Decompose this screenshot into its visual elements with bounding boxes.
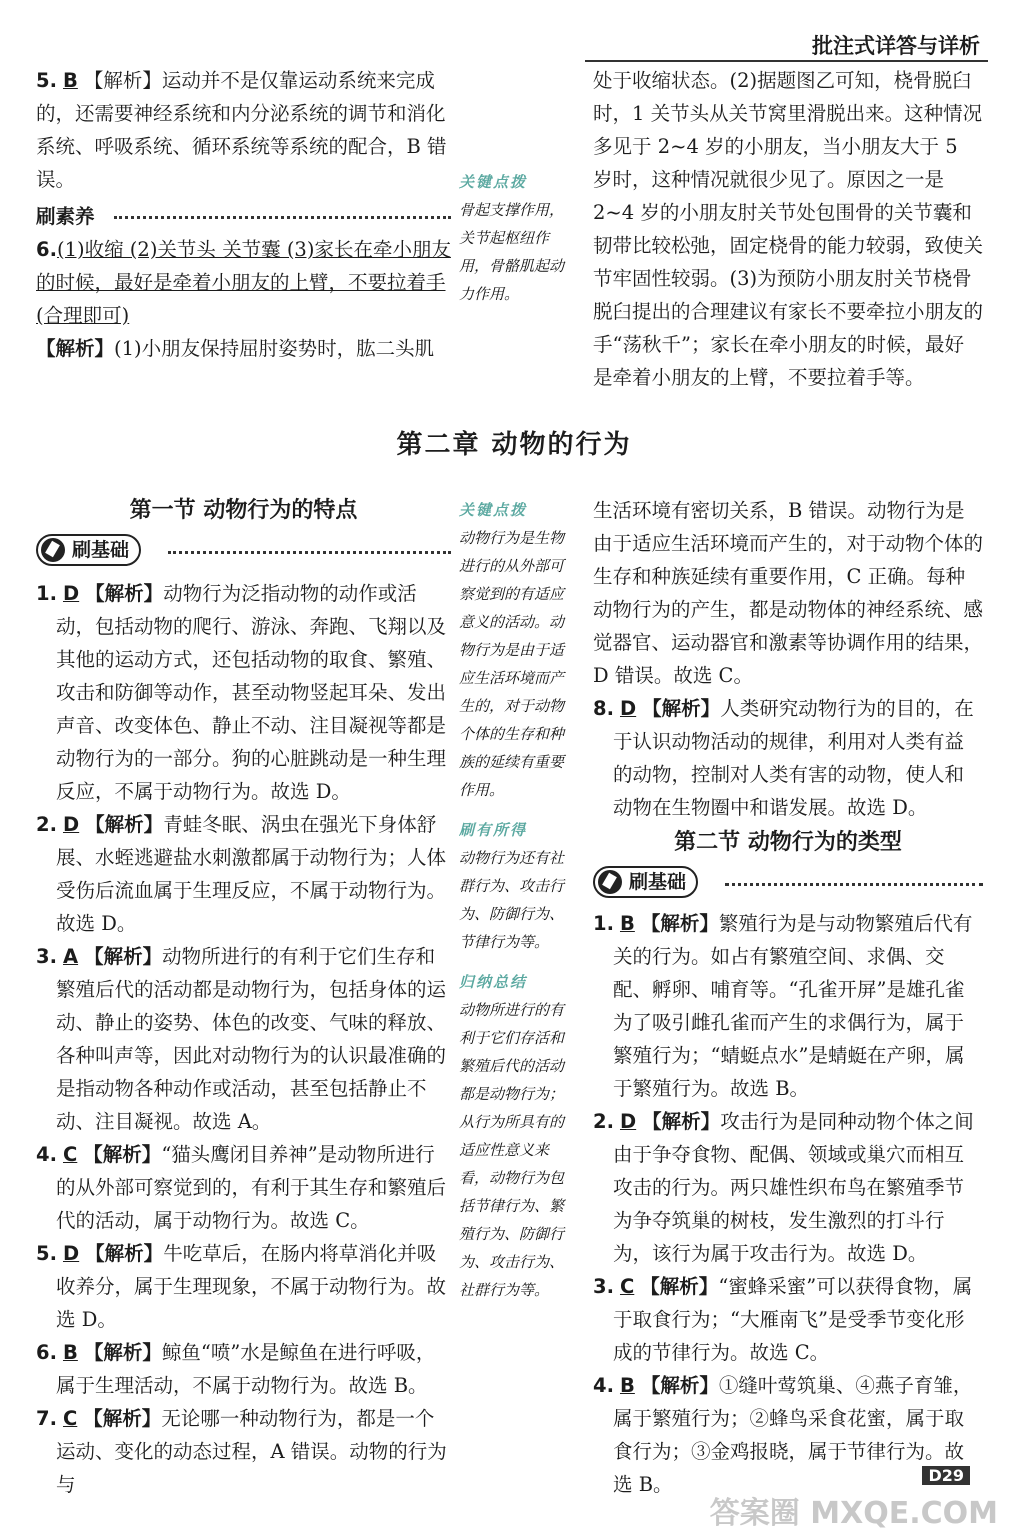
analysis-tag: 【解析】 [640, 912, 719, 935]
pen-icon [41, 538, 65, 562]
margin-note-title: 刷有所得 [459, 821, 528, 839]
jichu-badge [593, 866, 698, 898]
answer-letter: D [62, 582, 80, 605]
section-label-suyang [36, 200, 451, 233]
analysis-text: 无论哪一种动物行为，都是一个运动、变化的动态过程，A 错误。动物的行为与 [56, 1407, 447, 1496]
analysis-text: (1)小朋友保持屈肘姿势时，肱二头肌 [114, 337, 435, 360]
answer-item [36, 940, 451, 1138]
margin-note-text: 动物行为还有社群行为、攻击行为、防御行为、节律行为等。 [459, 849, 565, 951]
answer-item [593, 1105, 983, 1270]
analysis-tag: 【解析】 [85, 813, 164, 836]
section-title: 第一节 动物行为的特点 [129, 498, 358, 523]
item-number: 6. [36, 1341, 57, 1364]
margin-note [459, 968, 569, 1304]
margin-note-text: 动物所进行的有利于它们存活和繁殖后代的活动都是动物行为；从行为所具有的适应性意义来看，动物行为包括节律行为、繁殖行为、防御行为、攻击行为、社群行为等。 [459, 1001, 565, 1299]
badge-row [36, 533, 451, 573]
item-number: 2. [593, 1110, 614, 1133]
suyang-label: 刷素养 [36, 205, 95, 228]
answer-text: (1)收缩 (2)关节头 关节囊 (3)家长在牵小朋友的时候，最好是牵着小朋友的上臂，不要拉着手(合理即可) [36, 238, 451, 327]
answer-letter: B [619, 1374, 635, 1397]
margin-note-text: 骨起支撑作用，关节起枢纽作用，骨骼肌起动力作用。 [459, 201, 565, 303]
answer-item [36, 808, 451, 940]
margin-note [459, 816, 569, 956]
item-number: 4. [36, 1143, 57, 1166]
analysis-tag: 【解析】 [83, 1341, 162, 1364]
continued-text: 生活环境有密切关系，B 错误。动物行为是由于适应生活环境而产生的，对于动物个体的生存和种族延续有重要作用，C 正确。每种动物行为的产生，都是动物体的神经系统、感觉器官、运动器官和激素等协调作用的结果，D 错误。故选 C。 [593, 499, 984, 687]
analysis-tag: 【解析】 [83, 1143, 162, 1166]
analysis-tag: 【解析】 [83, 69, 162, 92]
badge-row [593, 865, 983, 905]
answer-letter: C [619, 1275, 635, 1298]
dotted-rule [725, 883, 983, 886]
item-number: 6. [36, 238, 57, 261]
answer-item [36, 1336, 451, 1402]
answer-item [36, 233, 451, 332]
analysis-tag: 【解析】 [642, 697, 721, 720]
analysis-tag: 【解析】 [85, 1242, 164, 1265]
answer-letter: D [62, 1242, 80, 1265]
analysis-text: 鲸鱼“喷”水是鲸鱼在进行呼吸，属于生理活动，不属于动物行为。故选 B。 [56, 1341, 436, 1397]
answer-item [36, 1402, 451, 1501]
item-number: 2. [36, 813, 57, 836]
analysis-text: 繁殖行为是与动物繁殖后代有关的行为。如占有繁殖空间、求偶、交配、孵卵、哺育等。“孔雀开屏”是雄孔雀为了吸引雌孔雀而产生的求偶行为，属于繁殖行为；“蜻蜓点水”是蜻蜓在产卵，属于繁殖行为。故选 B。 [613, 912, 973, 1100]
margin-note-title: 关键点拨 [459, 173, 528, 191]
pen-icon [598, 870, 622, 894]
answer-letter: D [619, 1110, 637, 1133]
item-number: 5. [36, 1242, 57, 1265]
item-number: 4. [593, 1374, 614, 1397]
jichu-badge [36, 534, 141, 566]
answer-item [36, 64, 451, 196]
analysis-text: 动物行为泛指动物的动作或活动，包括动物的爬行、游泳、奔跑、飞翔以及其他的运动方式，还包括动物的取食、繁殖、攻击和防御等动作，甚至动物竖起耳朵、发出声音、改变体色、静止不动、注目凝视等都是动物行为的一部分。狗的心脏跳动是一种生理反应，不属于动物行为。故选 D。 [56, 582, 447, 803]
margin-note [459, 496, 569, 804]
item-number: 1. [36, 582, 57, 605]
section-title: 第二节 动物行为的类型 [674, 830, 902, 855]
item-number: 1. [593, 912, 614, 935]
analysis-text: 人类研究动物行为的目的，在于认识动物活动的规律，利用对人类有益的动物，控制对人类有害的动物，使人和动物在生物圈中和谐发展。故选 D。 [613, 697, 974, 819]
analysis-tag: 【解析】 [640, 1374, 719, 1397]
dotted-rule [114, 216, 451, 219]
answer-letter: B [62, 1341, 78, 1364]
answer-letter: C [62, 1143, 78, 1166]
analysis-text: 牛吃草后，在肠内将草消化并吸收养分，属于生理现象，不属于动物行为。故选 D。 [56, 1242, 447, 1331]
margin-note-text: 动物行为是生物进行的从外部可察觉到的有适应意义的活动。动物行为是由于适应生活环境而产生的，对于动物个体的生存和种族的延续有重要作用。 [459, 529, 565, 799]
analysis-tag: 【解析】 [642, 1110, 721, 1133]
answer-item [593, 907, 983, 1105]
page-header-title: 批注式详答与详析 [812, 34, 980, 58]
answer-item [593, 692, 983, 824]
answer-letter: C [62, 1407, 78, 1430]
analysis-text: ①缝叶莺筑巢、④燕子育雏，属于繁殖行为；②蜂鸟采食花蜜，属于取食行为；③金鸡报晓，属于节律行为。故选 B。 [613, 1374, 973, 1496]
answer-letter: B [62, 69, 78, 92]
item-number: 3. [593, 1275, 614, 1298]
chapter-title: 第二章 动物的行为 [396, 430, 632, 460]
analysis-line [36, 332, 451, 365]
answer-letter: B [619, 912, 635, 935]
analysis-text: 动物所进行的有利于它们生存和繁殖后代的活动都是动物行为，包括身体的运动、静止的姿势、体色的改变、气味的释放、各种叫声等，因此对动物行为的认识最准确的是指动物各种动作或活动，甚至包括静止不动、注目凝视。故选 A。 [56, 945, 447, 1133]
answer-item [36, 577, 451, 808]
badge-label: 刷基础 [72, 539, 130, 561]
answer-item [593, 1270, 983, 1369]
answer-letter: D [62, 813, 80, 836]
header-rule [585, 60, 988, 62]
margin-note-title: 归纳总结 [459, 973, 528, 991]
right-column [593, 494, 983, 1501]
badge-label: 刷基础 [629, 871, 687, 893]
analysis-tag: 【解析】 [85, 582, 164, 605]
dotted-rule [168, 551, 451, 554]
item-number: 3. [36, 945, 57, 968]
watermark: 答案圈 MXQE.COM [709, 1496, 998, 1531]
item-number: 5. [36, 69, 57, 92]
answer-letter: A [62, 945, 79, 968]
analysis-tag: 【解析】 [84, 945, 163, 968]
analysis-tag: 【解析】 [36, 337, 115, 360]
continued-text: 处于收缩状态。(2)据题图乙可知，桡骨脱臼时，1 关节头从关节窝里滑脱出来。这种情况多见于 2~4 岁的小朋友，当小朋友大于 5 岁时，这种情况就很少见了。原因之一是 2~4 岁的小朋友肘关节处包围骨的关节囊和韧带比较松弛，固定桡骨的能力较弱，致使关节牢固性较弱。(3)为预防小朋友肘关节桡骨脱臼提出的合理建议有家长不要牵拉小朋友的手“荡秋千”；家长在牵小朋友的时候，最好是牵着小朋友的上臂，不要拉着手等。 [593, 69, 984, 389]
analysis-text: 攻击行为是同种动物个体之间由于争夺食物、配偶、领域或巢穴而相互攻击的行为。两只雄性织布鸟在繁殖季节为争夺筑巢的树枝，发生激烈的打斗行为，该行为属于攻击行为。故选 D。 [613, 1110, 974, 1265]
left-column [36, 494, 451, 1501]
answer-letter: D [619, 697, 637, 720]
page-number: D29 [922, 1466, 970, 1485]
item-number: 8. [593, 697, 614, 720]
analysis-text: “猫头鹰闭目养神”是动物所进行的从外部可察觉到的，有利于其生存和繁殖后代的活动，属于动物行为。故选 C。 [56, 1143, 447, 1232]
answer-item [36, 1237, 451, 1336]
analysis-tag: 【解析】 [640, 1275, 719, 1298]
margin-note-top [459, 168, 569, 308]
top-left-column [36, 64, 451, 365]
analysis-text: 运动并不是仅靠运动系统来完成的，还需要神经系统和内分泌系统的调节和消化系统、呼吸系统、循环系统等系统的配合，B 错误。 [36, 69, 447, 191]
margin-notes [459, 496, 569, 1316]
answer-item [36, 1138, 451, 1237]
top-right-column [593, 64, 983, 394]
item-number: 7. [36, 1407, 57, 1430]
analysis-text: 青蛙冬眠、涡虫在强光下身体舒展、水蛭逃避盐水刺激都属于动物行为；人体受伤后流血属于生理反应，不属于动物行为。故选 D。 [56, 813, 447, 935]
margin-note-title: 关键点拨 [459, 501, 528, 519]
analysis-text: “蜜蜂采蜜”可以获得食物，属于取食行为；“大雁南飞”是受季节变化形成的节律行为。故选 C。 [613, 1275, 973, 1364]
analysis-tag: 【解析】 [83, 1407, 162, 1430]
